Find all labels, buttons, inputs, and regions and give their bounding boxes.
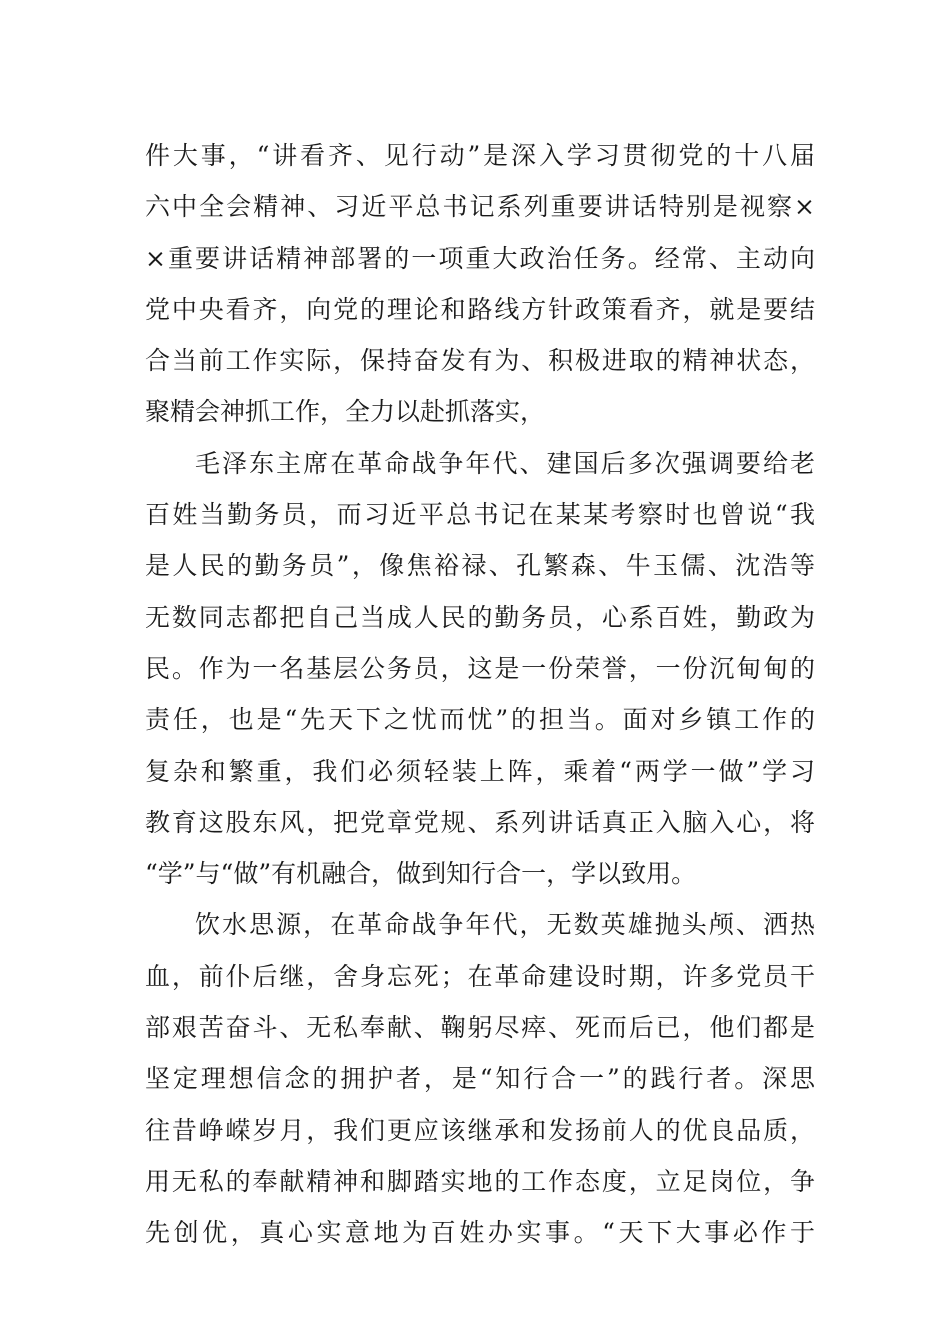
text-line: 用无私的奉献精神和脚踏实地的工作态度，立足岗位，争 [145, 1166, 815, 1196]
paragraph-2 [145, 438, 815, 900]
text-line: 往昔峥嵘岁月，我们更应该继承和发扬前人的优良品质， [145, 1115, 815, 1145]
text-line: 件大事，“讲看齐、见行动”是深入学习贯彻党的十八届 [145, 141, 815, 170]
text-line: 聚精会神抓工作，全力以赴抓落实， [145, 397, 546, 427]
text-line: 民。作为一名基层公务员，这是一份荣誉，一份沉甸甸的 [145, 653, 815, 683]
text-line: 百姓当勤务员，而习近平总书记在某某考察时也曾说“我 [145, 500, 815, 530]
text-line: 是人民的勤务员”，像焦裕禄、孔繁森、牛玉儒、沈浩等 [145, 551, 815, 581]
text-line: ×重要讲话精神部署的一项重大政治任务。经常、主动向 [145, 243, 815, 273]
text-line: 毛泽东主席在革命战争年代、建国后多次强调要给老 [195, 448, 815, 478]
text-line: 复杂和繁重，我们必须轻装上阵，乘着“两学一做”学习 [145, 756, 815, 786]
text-line: 责任，也是“先天下之忧而忧”的担当。面对乡镇工作的 [145, 705, 815, 735]
paragraph-3 [145, 899, 815, 1258]
text-line: 无数同志都把自己当成人民的勤务员，心系百姓，勤政为 [145, 602, 815, 632]
text-line: “学”与“做”有机融合，做到知行合一，学以致用。 [145, 859, 697, 889]
text-line: 党中央看齐，向党的理论和路线方针政策看齐，就是要结 [145, 294, 815, 324]
document-body [145, 130, 815, 1259]
text-line: 血，前仆后继，舍身忘死；在革命建设时期，许多党员干 [145, 961, 815, 991]
paragraph-1 [145, 130, 815, 438]
text-line: 六中全会精神、习近平总书记系列重要讲话特别是视察× [145, 192, 815, 222]
text-line: 先创优，真心实意地为百姓办实事。“天下大事必作于 [145, 1218, 815, 1248]
text-line: 饮水思源，在革命战争年代，无数英雄抛头颅、洒热 [195, 910, 815, 940]
text-line: 部艰苦奋斗、无私奉献、鞠躬尽瘁、死而后已，他们都是 [145, 1013, 815, 1043]
text-line: 合当前工作实际，保持奋发有为、积极进取的精神状态， [145, 346, 815, 376]
text-line: 坚定理想信念的拥护者，是“知行合一”的践行者。深思 [145, 1064, 815, 1094]
text-line: 教育这股东风，把党章党规、系列讲话真正入脑入心，将 [145, 807, 815, 837]
